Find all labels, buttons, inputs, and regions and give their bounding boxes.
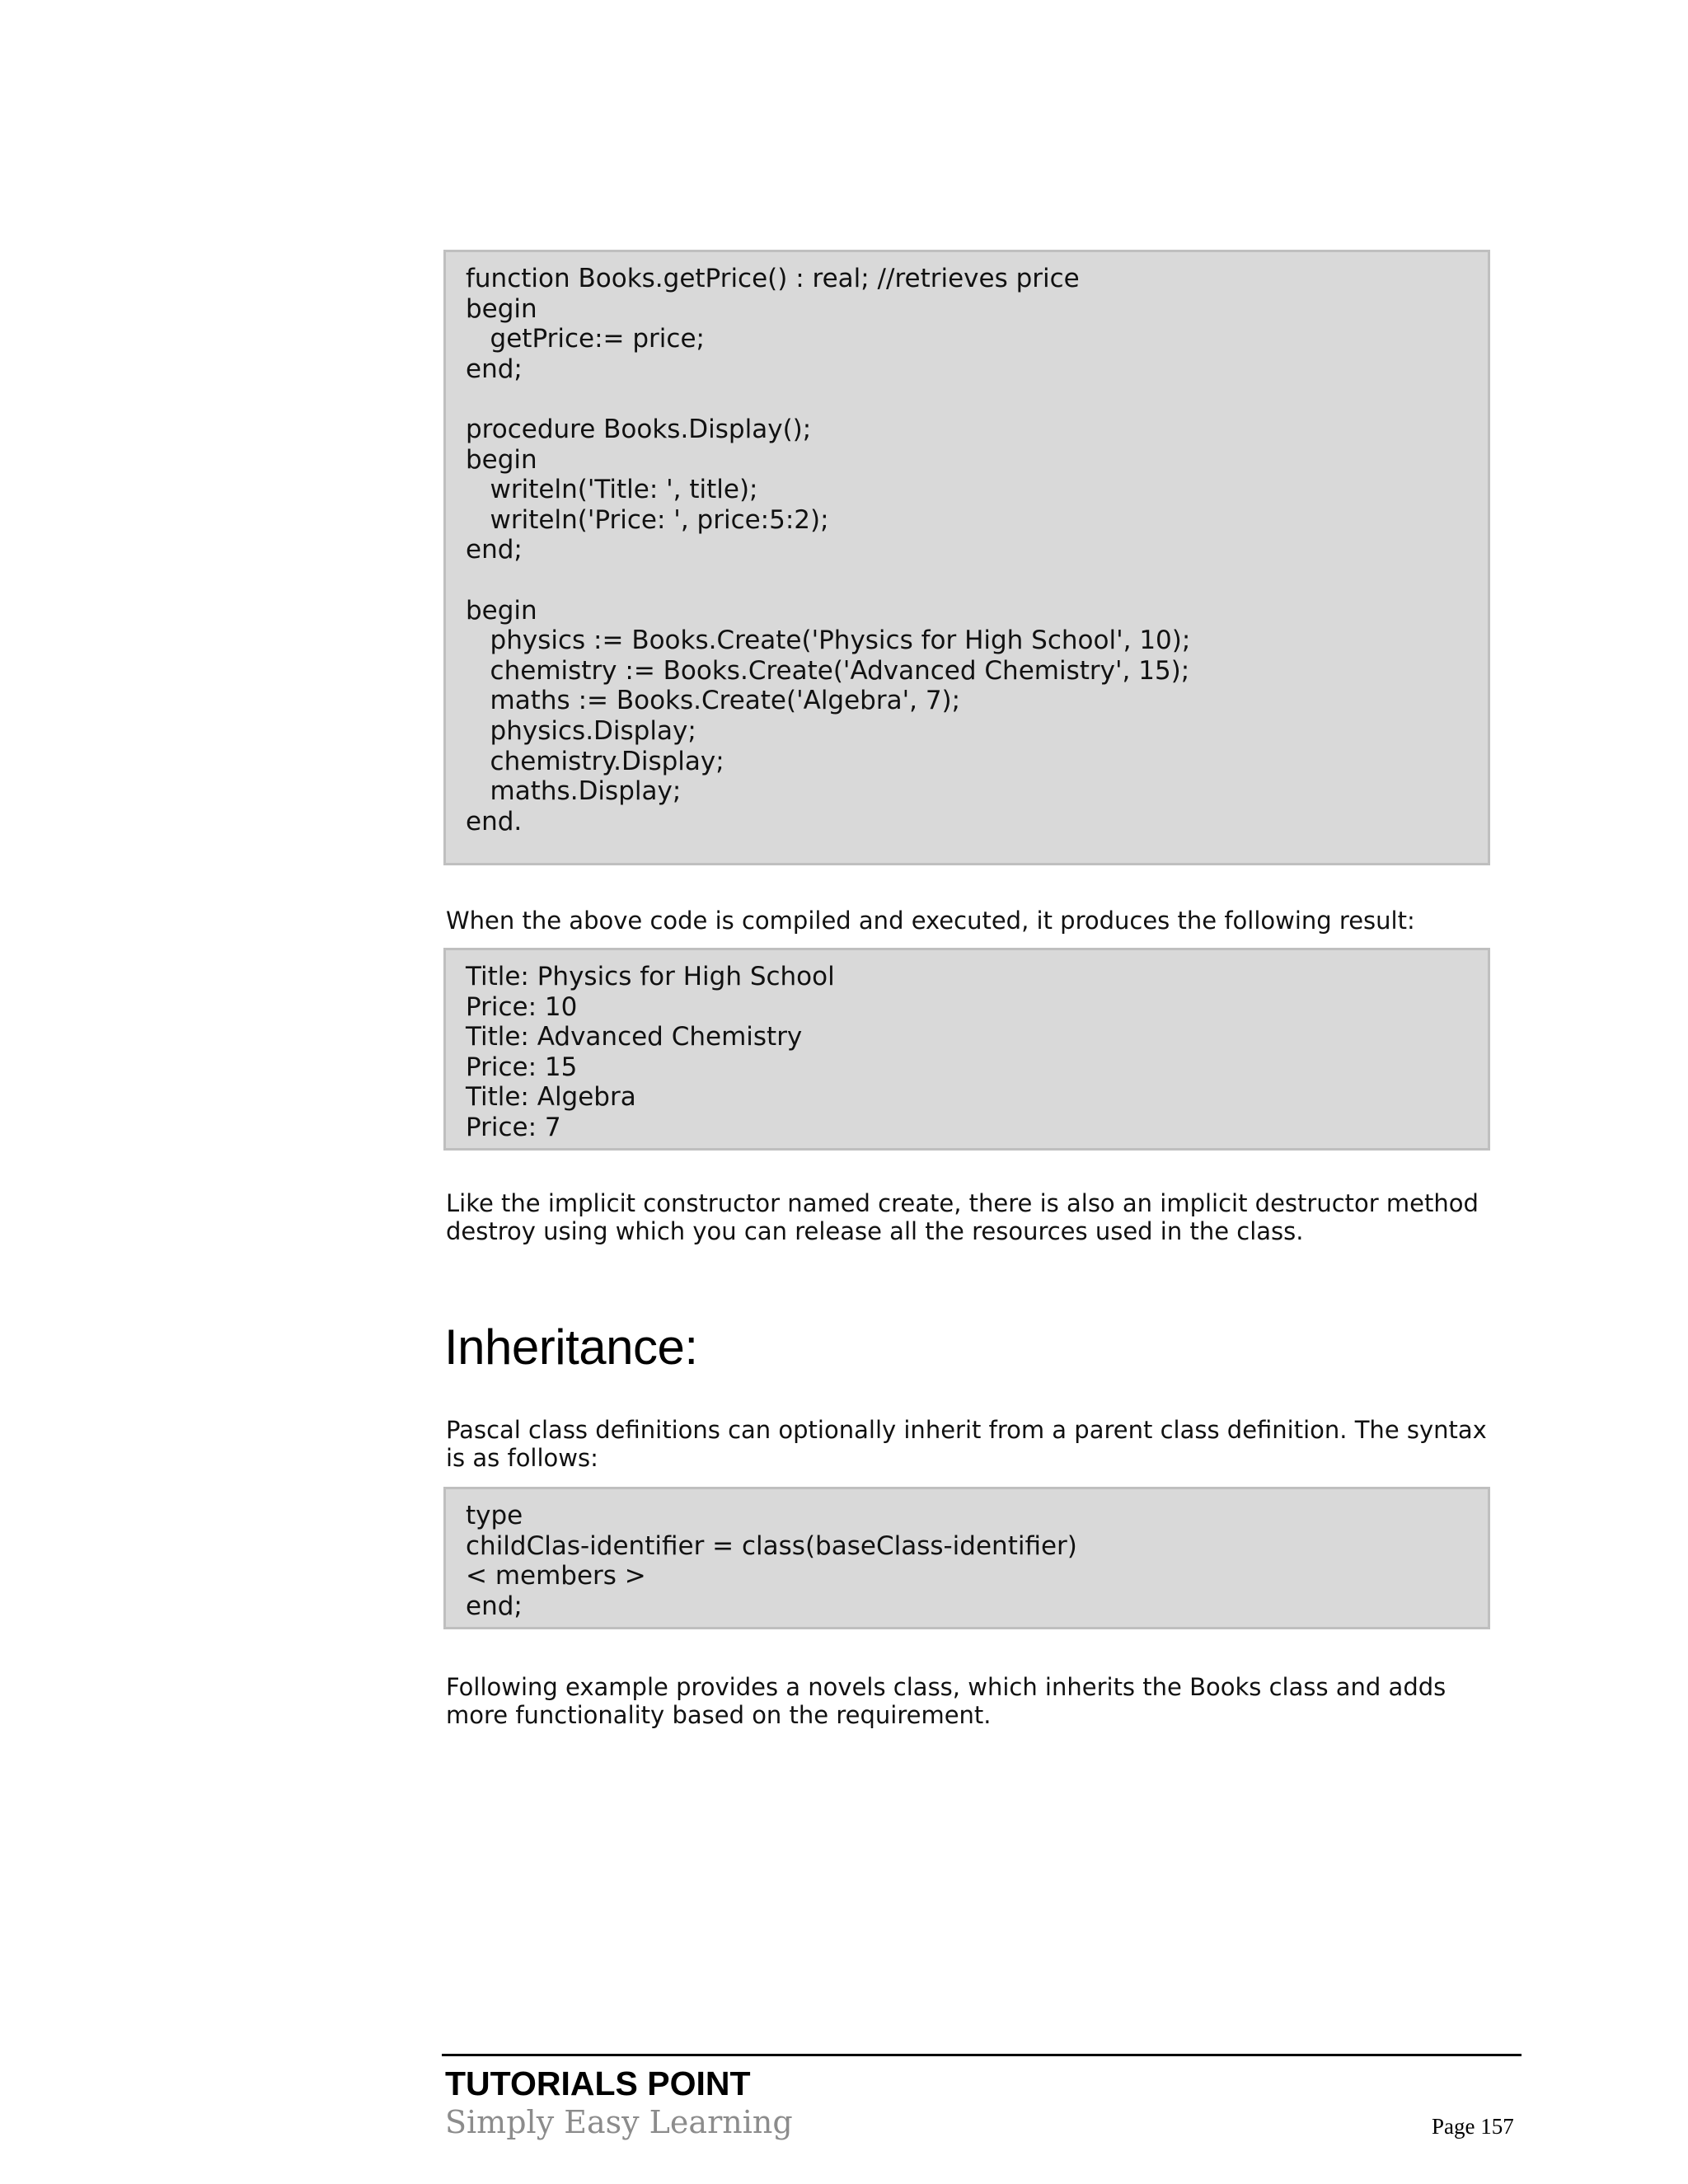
footer-tagline: Simply Easy Learning (445, 2104, 793, 2140)
result-intro-text: When the above code is compiled and executed, it produces the following result: (446, 907, 1415, 935)
code-block-books-methods: function Books.getPrice() : real; //retrieves price begin getPrice:= price; end; procedure Books.Display(); begin writeln('Title: ', title); writeln('Price: ', price:5:2); end; begin physics := Books.Create('Physics for High School', 10); chemistry := Books.Create('Advanced Chemistry', 15); maths := Books.Create('Algebra', 7); physics.Display; chemistry.Display; maths.Display; end. (443, 250, 1490, 865)
footer-divider (442, 2054, 1522, 2056)
inheritance-paragraph: Pascal class definitions can optionally inherit from a parent class definition. The syntax is as follows: (446, 1416, 1487, 1472)
destroy-paragraph: Like the implicit constructor named create, there is also an implicit destructor method destroy using which you can release all the resources used in the class. (446, 1189, 1479, 1245)
footer-brand: TUTORIALS POINT (445, 2064, 751, 2102)
code-block-output: Title: Physics for High School Price: 10 Title: Advanced Chemistry Price: 15 Title: Algebra Price: 7 (443, 948, 1490, 1151)
section-heading-inheritance: Inheritance: (444, 1319, 698, 1375)
code-block-syntax: type childClas-identifier = class(baseClass-identifier) < members > end; (443, 1487, 1490, 1629)
page-number: Page 157 (1432, 2114, 1514, 2139)
following-paragraph: Following example provides a novels class, which inherits the Books class and adds more functionality based on the requirement. (446, 1673, 1447, 1729)
